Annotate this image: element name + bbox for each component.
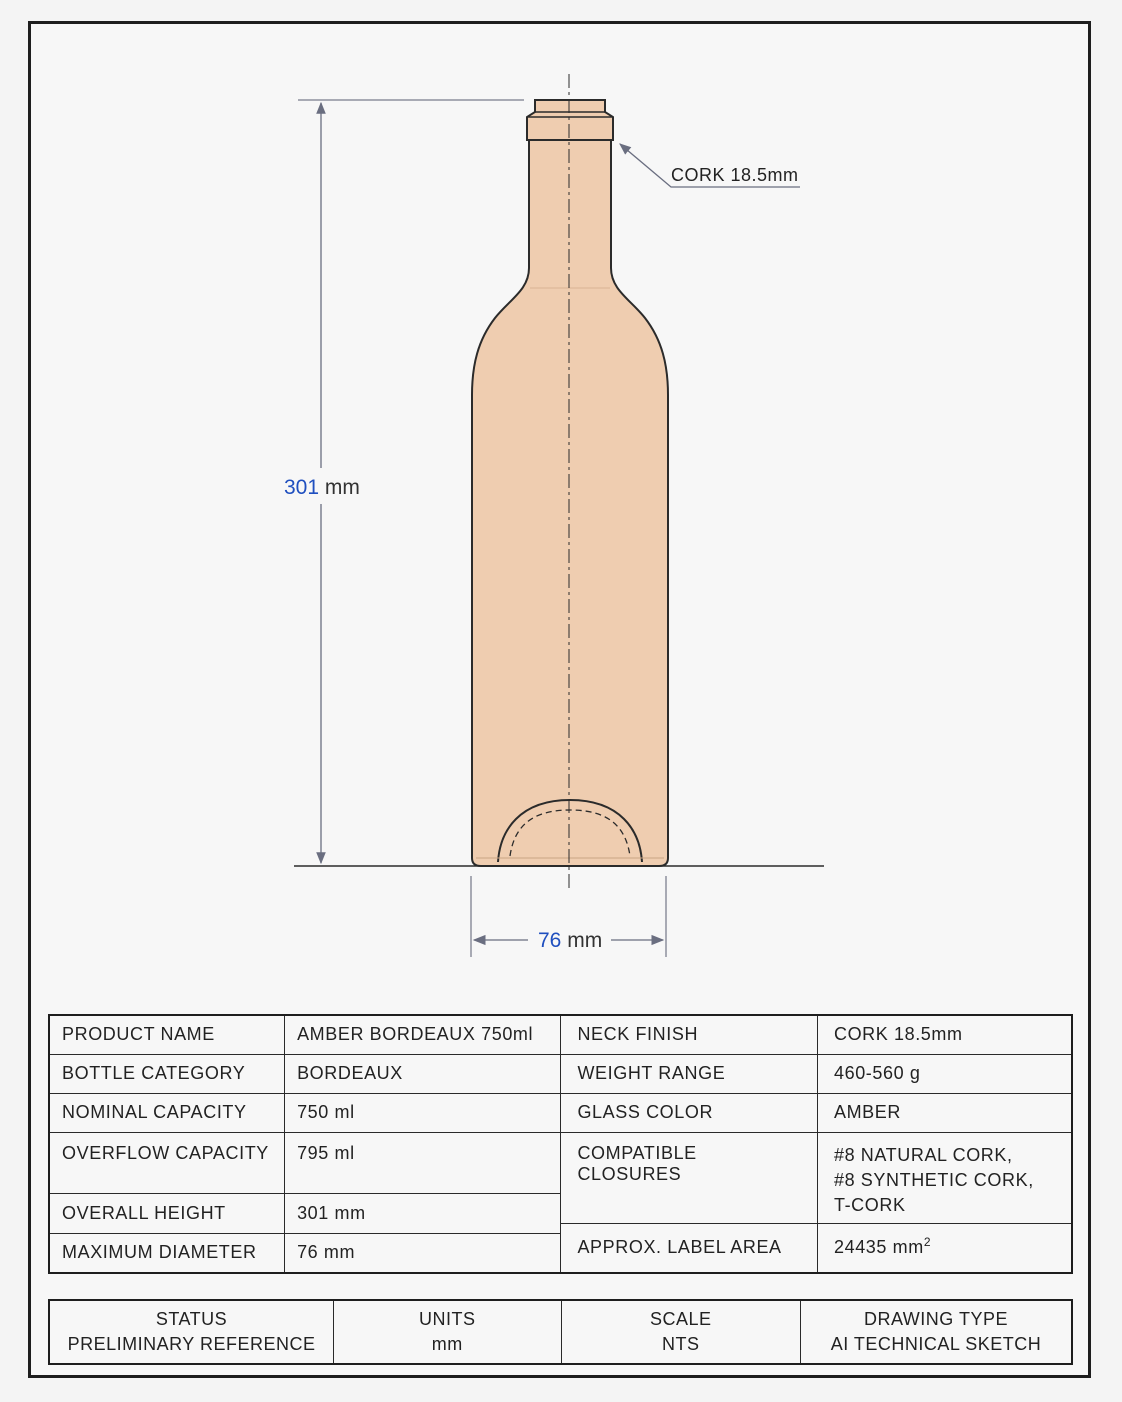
maximum-diameter-value: 76 mm — [285, 1233, 561, 1273]
nominal-capacity-value: 750 ml — [285, 1093, 561, 1132]
maximum-diameter-label: MAXIMUM DIAMETER — [49, 1233, 285, 1273]
bottle-body — [472, 117, 668, 866]
overall-height-value: 301 mm — [285, 1193, 561, 1233]
product-name-label: PRODUCT NAME — [49, 1015, 285, 1054]
table-row — [49, 1093, 1072, 1132]
table-row — [49, 1300, 1072, 1364]
table-row — [49, 1132, 1072, 1193]
neck-finish-label: NECK FINISH — [561, 1015, 818, 1054]
status-label: STATUS — [155, 1309, 228, 1329]
closure-item: #8 NATURAL CORK, — [833, 1144, 1013, 1165]
weight-range-label: WEIGHT RANGE — [561, 1054, 818, 1093]
product-name-value: AMBER BORDEAUX 750ml — [285, 1015, 561, 1054]
units-value: mm — [431, 1334, 463, 1354]
table-row — [49, 1015, 1072, 1054]
cork-callout-label: CORK 18.5mm — [671, 165, 799, 185]
overflow-capacity-value: 795 ml — [285, 1132, 561, 1193]
overall-height-label: OVERALL HEIGHT — [49, 1193, 285, 1233]
status-cell — [49, 1300, 334, 1364]
height-unit: mm — [324, 476, 360, 499]
bottle-lip — [527, 100, 613, 140]
nominal-capacity-label: NOMINAL CAPACITY — [49, 1093, 285, 1132]
table-row — [49, 1054, 1072, 1093]
units-label: UNITS — [419, 1309, 476, 1329]
closure-item: #8 SYNTHETIC CORK, — [833, 1169, 1034, 1190]
drawing-type-cell — [800, 1300, 1072, 1364]
spec-table — [48, 1014, 1073, 1274]
bottle-category-value: BORDEAUX — [285, 1054, 561, 1093]
drawing-type-value: AI TECHNICAL SKETCH — [830, 1334, 1042, 1354]
label-area-label: APPROX. LABEL AREA — [561, 1223, 818, 1273]
diameter-dimension-label — [538, 929, 602, 952]
status-value: PRELIMINARY REFERENCE — [67, 1334, 316, 1354]
overflow-capacity-label: OVERFLOW CAPACITY — [49, 1132, 285, 1193]
glass-color-value: AMBER — [817, 1093, 1072, 1132]
weight-range-value: 460-560 g — [817, 1054, 1072, 1093]
height-dimension-label — [284, 476, 360, 499]
drawing-type-label: DRAWING TYPE — [863, 1309, 1008, 1329]
diameter-value: 76 — [538, 929, 562, 952]
scale-value: NTS — [661, 1334, 700, 1354]
label-area-value-cell — [817, 1223, 1072, 1273]
compatible-closures-label: COMPATIBLE CLOSURES — [561, 1132, 818, 1223]
closure-item: T-CORK — [833, 1194, 906, 1215]
units-cell — [334, 1300, 561, 1364]
neck-finish-value: CORK 18.5mm — [817, 1015, 1072, 1054]
label-area-exponent: 2 — [923, 1235, 932, 1250]
compatible-closures-value — [817, 1132, 1072, 1223]
height-value: 301 — [284, 476, 320, 499]
glass-color-label: GLASS COLOR — [561, 1093, 818, 1132]
bottle-category-label: BOTTLE CATEGORY — [49, 1054, 285, 1093]
scale-cell — [561, 1300, 800, 1364]
label-area-value: 24435 mm — [833, 1237, 924, 1258]
diameter-unit: mm — [567, 929, 603, 952]
scale-label: SCALE — [649, 1309, 712, 1329]
title-block — [48, 1299, 1073, 1365]
